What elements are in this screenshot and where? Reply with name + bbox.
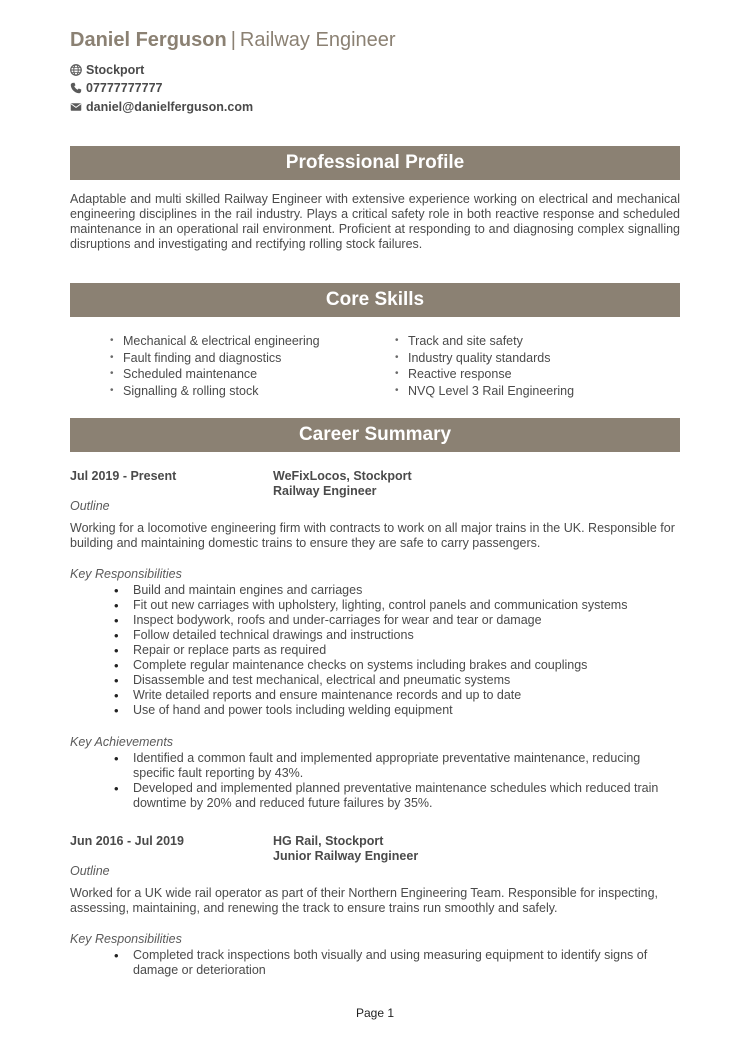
list-item: • Use of hand and power tools including welding equipment [110, 703, 680, 718]
skill-item: • Track and site safety [395, 333, 680, 350]
job-title: Railway Engineer [273, 484, 377, 498]
skill-item: • Mechanical & electrical engineering [110, 333, 395, 350]
contact-location [70, 63, 144, 77]
job-outline: Working for a locomotive engineering firm with contracts to work on all major trains in the UK. Responsible for building and maintaining domestic trains to ensure they are safe to carry passengers. [70, 521, 675, 550]
section-heading-skills: Core Skills [70, 283, 680, 317]
phone-text: 07777777777 [86, 81, 163, 95]
contact-email[interactable] [70, 100, 253, 114]
responsibilities-list [110, 583, 680, 718]
responsibilities-label: Key Responsibilities [70, 567, 182, 581]
responsibilities-label: Key Responsibilities [70, 932, 182, 946]
profile-text: Adaptable and multi skilled Railway Engineer with extensive experience working on electrical and mechanical engineering disciplines in the rail industry. Plays a critical safety role in both reactive response and scheduled maintenance in an operational rail environment. Proficient at responding to and diagnosing complex signalling disruptions and investigating and rectifying rolling stock failures. [70, 192, 680, 251]
email-link[interactable]: daniel@danielferguson.com [86, 100, 254, 114]
list-item: • Fit out new carriages with upholstery, lighting, control panels and communication systems [110, 598, 680, 613]
job-title: Junior Railway Engineer [273, 849, 419, 863]
job-dates: Jun 2016 - Jul 2019 [70, 834, 184, 848]
list-item: • Developed and implemented planned preventative maintenance schedules which reduced train downtime by 20% and reduced future failures by 35%. [110, 781, 680, 811]
skill-item: • Reactive response [395, 366, 680, 383]
list-item: • Complete regular maintenance checks on systems including brakes and couplings [110, 658, 680, 673]
skill-item: • Signalling & rolling stock [110, 383, 395, 400]
skill-item: • Fault finding and diagnostics [110, 350, 395, 367]
page-number: Page 1 [355, 1006, 395, 1020]
skills-column-left [110, 333, 395, 399]
list-item: • Identified a common fault and implemented appropriate preventative maintenance, reducing specific fault reporting by 43%. [110, 751, 680, 781]
skill-item: • Scheduled maintenance [110, 366, 395, 383]
list-item: • Completed track inspections both visually and using measuring equipment to identify signs of damage or deterioration [110, 948, 680, 978]
outline-label: Outline [70, 499, 110, 513]
responsibilities-list [110, 948, 680, 978]
skill-item: • NVQ Level 3 Rail Engineering [395, 383, 680, 400]
phone-icon [70, 82, 82, 94]
list-item: • Disassemble and test mechanical, electrical and pneumatic systems [110, 673, 680, 688]
candidate-role: Railway Engineer [239, 29, 396, 51]
list-item: • Build and maintain engines and carriages [110, 583, 680, 598]
skill-item: • Industry quality standards [395, 350, 680, 367]
list-item: • Inspect bodywork, roofs and under-carriages for wear and tear or damage [110, 613, 680, 628]
header-separator: | [230, 29, 236, 51]
skills-list [110, 333, 680, 399]
envelope-icon [70, 101, 82, 113]
job-employer [273, 834, 418, 864]
header [70, 28, 396, 52]
job-employer [273, 469, 412, 499]
list-item: • Write detailed reports and ensure maintenance records and up to date [110, 688, 680, 703]
job-outline: Worked for a UK wide rail operator as part of their Northern Engineering Team. Responsible for inspecting, assessing, maintaining, and renewing the track to ensure trains run smoothly and safely. [70, 886, 659, 915]
outline-label: Outline [70, 864, 110, 878]
job-company: WeFixLocos, Stockport [273, 469, 412, 483]
section-heading-profile: Professional Profile [70, 146, 680, 180]
contact-phone [70, 81, 162, 95]
section-heading-career: Career Summary [70, 418, 680, 452]
globe-icon [70, 64, 82, 76]
job-dates: Jul 2019 - Present [70, 469, 177, 483]
list-item: • Repair or replace parts as required [110, 643, 680, 658]
achievements-list [110, 751, 680, 811]
list-item: • Follow detailed technical drawings and instructions [110, 628, 680, 643]
skills-column-right [395, 333, 680, 399]
candidate-name: Daniel Ferguson [70, 29, 227, 51]
achievements-label: Key Achievements [70, 735, 174, 749]
location-text: Stockport [86, 63, 145, 77]
job-company: HG Rail, Stockport [273, 834, 384, 848]
